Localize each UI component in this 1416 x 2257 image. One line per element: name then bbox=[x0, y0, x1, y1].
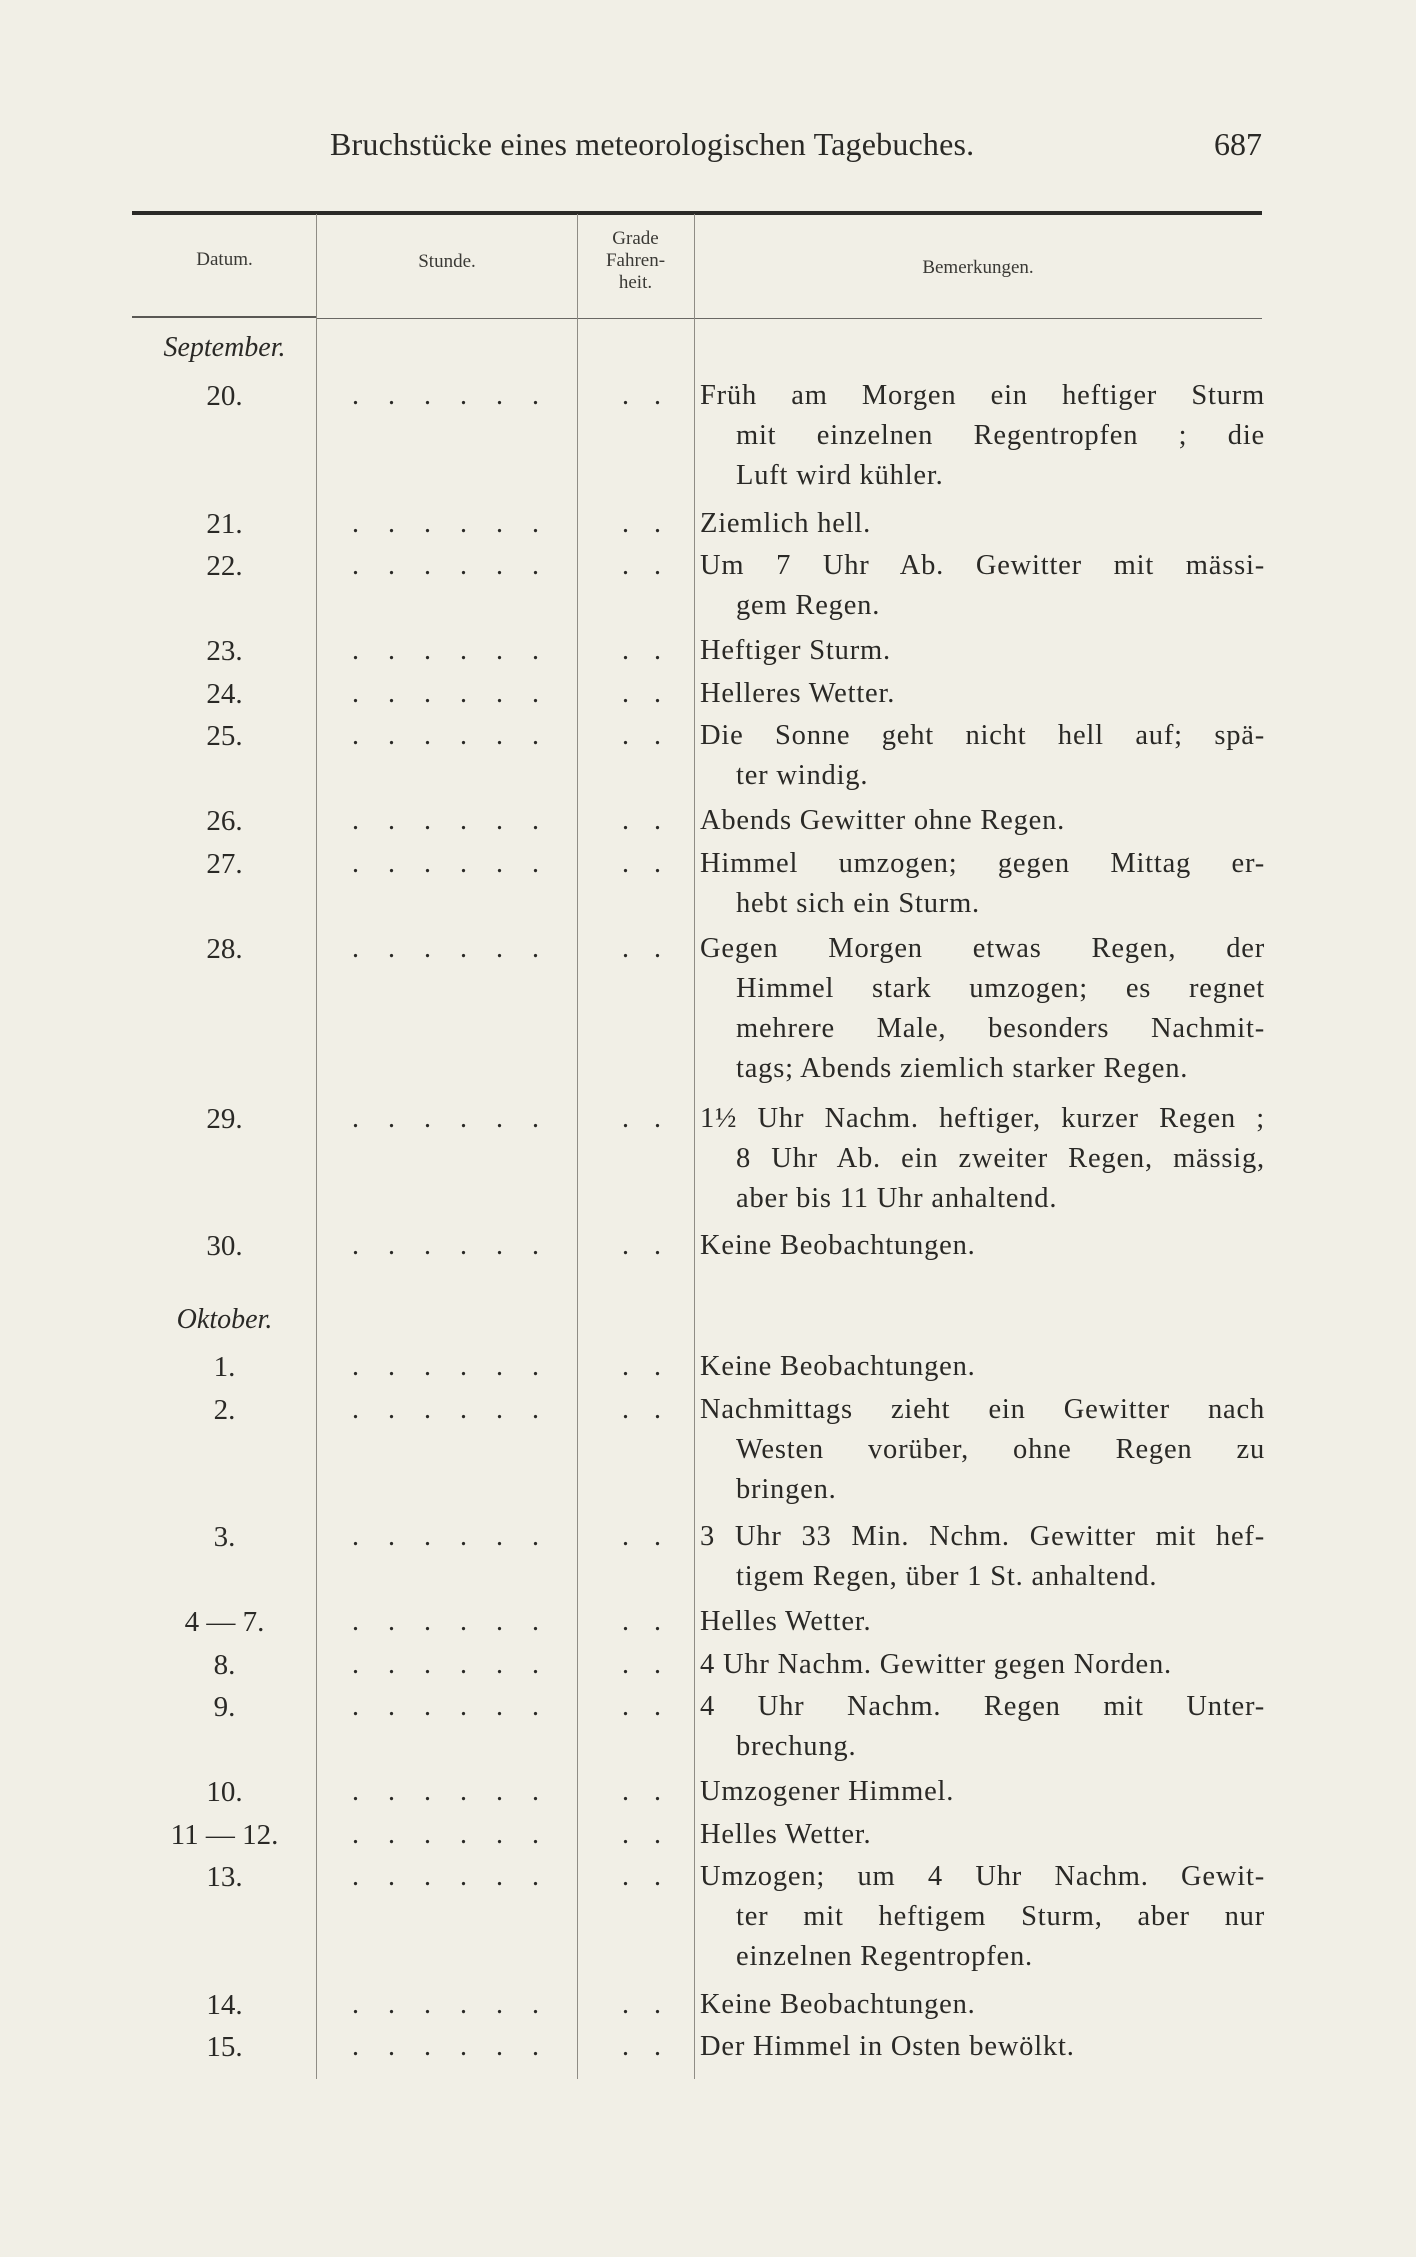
grade-filler: . . bbox=[622, 635, 670, 666]
remark-line: Keine Beobachtungen. bbox=[700, 1988, 976, 2020]
grade-filler: . . bbox=[622, 1691, 670, 1722]
grade-filler: . . bbox=[622, 380, 670, 411]
remark-line: 8 Uhr Ab. ein zweiter Regen, mässig, bbox=[736, 1142, 1265, 1174]
remark-line: Himmel stark umzogen; es regnet bbox=[736, 972, 1265, 1004]
row-remark bbox=[700, 844, 1265, 924]
row-remark bbox=[700, 801, 1265, 841]
grade-filler: . . bbox=[622, 1988, 670, 2020]
row-remark bbox=[700, 674, 1265, 714]
row-date: 25. bbox=[206, 720, 243, 752]
row-date: 2. bbox=[213, 1393, 236, 1426]
row-date: 29. bbox=[206, 1102, 243, 1135]
stunde-filler: . . . . . . bbox=[352, 847, 550, 879]
row-remark bbox=[700, 1390, 1265, 1510]
remark-line: Um 7 Uhr Ab. Gewitter mit mässi- bbox=[700, 550, 1265, 581]
row-date: 30. bbox=[206, 1230, 243, 1262]
stunde-filler: . . . . . . bbox=[352, 932, 550, 964]
row-remark bbox=[700, 1985, 1265, 2025]
remark-line: Himmel umzogen; gegen Mittag er- bbox=[700, 847, 1265, 879]
remark-line: Früh am Morgen ein heftiger Sturm bbox=[700, 380, 1265, 411]
column-header-grade-line: Grade bbox=[612, 228, 659, 249]
stunde-filler: . . . . . . bbox=[352, 507, 550, 539]
row-remark bbox=[700, 1687, 1265, 1767]
grade-filler: . . bbox=[622, 932, 670, 964]
column-header-stunde: Stunde. bbox=[418, 251, 476, 272]
stunde-filler: . . . . . . bbox=[352, 1606, 550, 1637]
remark-line: Der Himmel in Osten bewölkt. bbox=[700, 2031, 1075, 2062]
remark-line: Ziemlich hell. bbox=[700, 507, 872, 539]
stunde-filler: . . . . . . bbox=[352, 1861, 550, 1892]
grade-filler: . . bbox=[622, 1393, 670, 1425]
row-remark bbox=[700, 1857, 1265, 1977]
stunde-filler: . . . . . . bbox=[352, 677, 550, 709]
stunde-filler: . . . . . . bbox=[352, 805, 550, 836]
remark-line: 1½ Uhr Nachm. heftiger, kurzer Regen ; bbox=[700, 1102, 1265, 1134]
remark-line: gem Regen. bbox=[736, 590, 881, 621]
column-header-grade-line: Fahren- bbox=[605, 250, 666, 271]
row-date: 8. bbox=[213, 1648, 236, 1681]
row-remark bbox=[700, 1602, 1265, 1642]
row-remark bbox=[700, 1347, 1265, 1387]
stunde-filler: . . . . . . bbox=[352, 635, 550, 666]
header-rule bbox=[132, 316, 317, 318]
row-date: 27. bbox=[206, 847, 243, 880]
stunde-filler: . . . . . . bbox=[352, 1818, 550, 1850]
stunde-filler: . . . . . . bbox=[352, 1691, 550, 1722]
row-date: 24. bbox=[206, 677, 243, 710]
remark-line: aber bis 11 Uhr anhaltend. bbox=[736, 1182, 1058, 1214]
row-remark bbox=[700, 631, 1265, 671]
row-remark bbox=[700, 1226, 1265, 1266]
running-title: Bruchstücke eines meteorologischen Tagebuches. bbox=[330, 126, 975, 162]
grade-filler: . . bbox=[622, 720, 670, 751]
remark-line: ter mit heftigem Sturm, aber nur bbox=[736, 1901, 1265, 1932]
row-date: 1. bbox=[213, 1351, 236, 1383]
grade-filler: . . bbox=[622, 847, 670, 879]
grade-filler: . . bbox=[622, 507, 670, 539]
stunde-filler: . . . . . . bbox=[352, 1988, 550, 2020]
table-top-rule bbox=[132, 211, 1262, 215]
stunde-filler: . . . . . . bbox=[352, 550, 550, 581]
column-divider bbox=[577, 214, 578, 2079]
grade-filler: . . bbox=[622, 1102, 670, 1134]
remark-line: Heftiger Sturm. bbox=[700, 635, 891, 666]
stunde-filler: . . . . . . bbox=[352, 1393, 550, 1425]
month-label: Oktober. bbox=[176, 1304, 273, 1335]
header-rule bbox=[317, 318, 1262, 319]
row-date: 26. bbox=[206, 805, 243, 837]
remark-line: einzelnen Regentropfen. bbox=[736, 1941, 1033, 1972]
row-date: 4 — 7. bbox=[184, 1606, 265, 1638]
remark-line: Umzogener Himmel. bbox=[700, 1776, 955, 1807]
remark-line: brechung. bbox=[736, 1731, 857, 1762]
row-remark bbox=[700, 376, 1265, 496]
grade-filler: . . bbox=[622, 1818, 670, 1850]
row-date: 28. bbox=[206, 932, 243, 965]
remark-line: Keine Beobachtungen. bbox=[700, 1230, 976, 1261]
remark-line: mit einzelnen Regentropfen ; die bbox=[736, 420, 1265, 451]
row-date: 3. bbox=[213, 1521, 236, 1553]
page-number: 687 bbox=[1214, 126, 1262, 162]
row-date: 13. bbox=[206, 1861, 243, 1893]
column-header-datum: Datum. bbox=[196, 249, 253, 270]
row-date: 22. bbox=[206, 550, 243, 582]
row-remark bbox=[700, 2027, 1265, 2067]
row-date: 15. bbox=[206, 2031, 243, 2063]
column-header-bemerkungen: Bemerkungen. bbox=[922, 257, 1034, 278]
remark-line: Helles Wetter. bbox=[700, 1818, 872, 1850]
grade-filler: . . bbox=[622, 550, 670, 581]
remark-line: Helles Wetter. bbox=[700, 1606, 872, 1637]
remark-line: Gegen Morgen etwas Regen, der bbox=[700, 932, 1265, 964]
column-header-grade-line: heit. bbox=[618, 272, 653, 293]
grade-filler: . . bbox=[622, 1606, 670, 1637]
row-remark bbox=[700, 1772, 1265, 1812]
grade-filler: . . bbox=[622, 1861, 670, 1892]
remark-line: tigem Regen, über 1 St. anhaltend. bbox=[736, 1561, 1158, 1592]
remark-line: Umzogen; um 4 Uhr Nachm. Gewit- bbox=[700, 1861, 1265, 1892]
row-remark bbox=[700, 929, 1265, 1089]
remark-line: mehrere Male, besonders Nachmit- bbox=[736, 1012, 1265, 1044]
column-header-grade bbox=[577, 228, 694, 294]
remark-line: 4 Uhr Nachm. Regen mit Unter- bbox=[700, 1691, 1265, 1722]
running-head bbox=[330, 120, 1262, 170]
row-date: 10. bbox=[206, 1776, 243, 1808]
grade-filler: . . bbox=[622, 805, 670, 836]
stunde-filler: . . . . . . bbox=[352, 2031, 550, 2062]
remark-line: Keine Beobachtungen. bbox=[700, 1351, 976, 1382]
grade-filler: . . bbox=[622, 1776, 670, 1807]
remark-line: bringen. bbox=[736, 1473, 837, 1505]
remark-line: Helleres Wetter. bbox=[700, 677, 896, 709]
stunde-filler: . . . . . . bbox=[352, 1776, 550, 1807]
row-remark bbox=[700, 1099, 1265, 1219]
grade-filler: . . bbox=[622, 1648, 670, 1680]
row-date: 21. bbox=[206, 507, 243, 540]
row-remark bbox=[700, 504, 1265, 544]
remark-line: Nachmittags zieht ein Gewitter nach bbox=[700, 1393, 1265, 1425]
stunde-filler: . . . . . . bbox=[352, 720, 550, 751]
row-remark bbox=[700, 716, 1265, 796]
stunde-filler: . . . . . . bbox=[352, 1230, 550, 1261]
row-date: 9. bbox=[213, 1691, 236, 1723]
remark-line: Abends Gewitter ohne Regen. bbox=[700, 805, 1066, 836]
row-remark bbox=[700, 546, 1265, 626]
row-date: 14. bbox=[206, 1988, 243, 2021]
month-label: September. bbox=[163, 332, 286, 363]
remark-line: 4 Uhr Nachm. Gewitter gegen Norden. bbox=[700, 1648, 1172, 1680]
grade-filler: . . bbox=[622, 2031, 670, 2062]
grade-filler: . . bbox=[622, 1351, 670, 1382]
stunde-filler: . . . . . . bbox=[352, 1648, 550, 1680]
row-remark bbox=[700, 1815, 1265, 1855]
remark-line: Westen vorüber, ohne Regen zu bbox=[736, 1433, 1265, 1465]
row-remark bbox=[700, 1645, 1265, 1685]
stunde-filler: . . . . . . bbox=[352, 1102, 550, 1134]
remark-line: tags; Abends ziemlich starker Regen. bbox=[736, 1052, 1189, 1084]
grade-filler: . . bbox=[622, 1521, 670, 1552]
remark-line: ter windig. bbox=[736, 760, 869, 791]
remark-line: Luft wird kühler. bbox=[736, 460, 944, 491]
remark-line: hebt sich ein Sturm. bbox=[736, 887, 980, 919]
remark-line: 3 Uhr 33 Min. Nchm. Gewitter mit hef- bbox=[700, 1521, 1265, 1552]
stunde-filler: . . . . . . bbox=[352, 1521, 550, 1552]
column-divider bbox=[694, 214, 695, 2079]
row-date: 11 — 12. bbox=[170, 1818, 279, 1851]
grade-filler: . . bbox=[622, 677, 670, 709]
stunde-filler: . . . . . . bbox=[352, 1351, 550, 1382]
remark-line: Die Sonne geht nicht hell auf; spä- bbox=[700, 720, 1265, 751]
row-date: 23. bbox=[206, 635, 243, 667]
row-date: 20. bbox=[206, 380, 243, 412]
grade-filler: . . bbox=[622, 1230, 670, 1261]
row-remark bbox=[700, 1517, 1265, 1597]
stunde-filler: . . . . . . bbox=[352, 380, 550, 411]
